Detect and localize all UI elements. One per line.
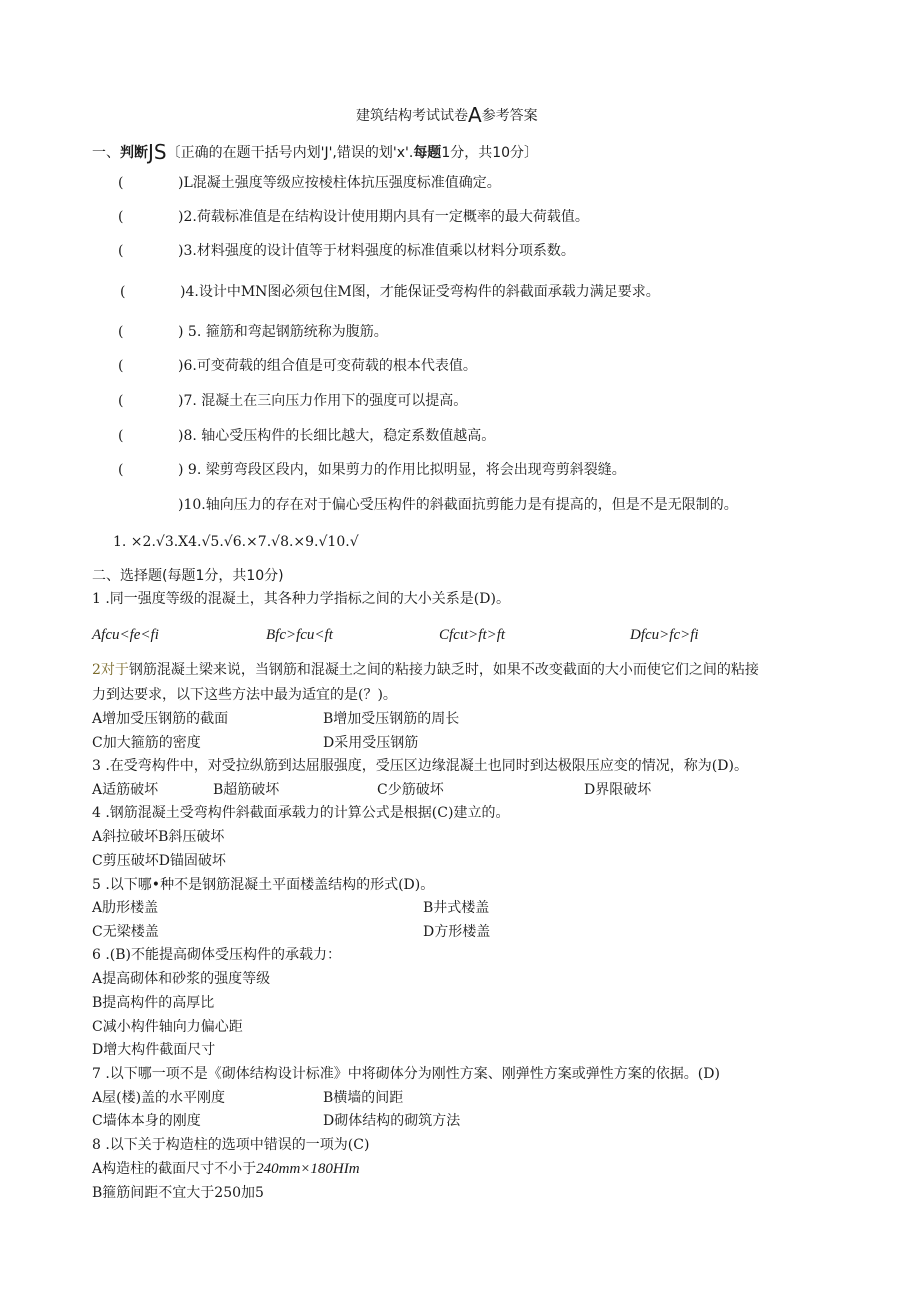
section-1-score-label: 每题 [413,145,442,161]
title-suffix: 参考答案 [481,108,538,124]
tf-item [118,427,495,445]
section-1-heading [92,140,539,164]
option-a: Afcu<fe<fi [92,627,159,643]
section-1-code: JS [148,140,167,164]
section-1-instruction: 〔正确的在题干括号内划'J',错误的划'x'. [166,145,414,161]
tf-item-text: ) 5. 箍筋和弯起钢筋统称为腹筋。 [178,324,388,340]
tf-item [120,283,660,301]
answer-paren: ( [118,175,124,191]
options-cd: C剪压破坏D锚固破坏 [92,853,226,869]
tf-item [118,208,589,226]
question-stem: 4 .钢筋混凝土受弯构件斜截面承载力的计算公式是根据(C)建立的。 [92,805,510,821]
option-b: B横墙的间距 [323,1090,404,1106]
option-c: C减小构件轴向力偏心距 [92,1019,243,1035]
title-text: 建筑结构考试试卷 [356,108,468,124]
option-a: A适筋破坏 [92,782,159,798]
option-d: D采用受压钢筋 [323,735,419,751]
tf-item [118,461,626,479]
tf-item [118,392,467,410]
tf-item [118,174,501,192]
answer-paren: ( [118,428,124,444]
tf-item-text: )3.材料强度的设计值等于材料强度的标准值乘以材料分项系数。 [178,243,575,259]
option-a: A提高砌体和砂浆的强度等级 [92,971,271,987]
option-b: B增加受压钢筋的周长 [323,711,460,727]
option-d: D增大构件截面尺寸 [92,1042,216,1058]
option-b: Bfc>fcu<ft [266,627,333,643]
option-c: C墙体本身的刚度 [92,1113,201,1129]
tf-answer-key: 1. ×2.√3.X4.√5.√6.×7.√8.×9.√10.√ [113,534,359,550]
section-1-label: 判断 [120,145,148,161]
tf-item-text: )6.可变荷载的组合值是可变荷载的根本代表值。 [178,358,477,374]
option-b: B井式楼盖 [423,900,490,916]
answer-paren: ( [118,462,124,478]
answer-paren: ( [118,324,124,340]
page-title [356,103,538,127]
question-stem-cont: 力到达要求，以下这些方法中最为适宜的是(？)。 [92,687,397,703]
question-stem [92,661,759,679]
option-a: A增加受压钢筋的截面 [92,711,229,727]
option-d: D砌体结构的砌筑方法 [323,1113,461,1129]
tf-item [118,242,575,260]
option-b: B提高构件的高厚比 [92,995,215,1011]
option-a-text: A构造柱的截面尺寸不小于 [92,1161,257,1177]
tf-item [118,323,388,341]
answer-paren: ( [118,358,124,374]
tf-item-text: )4.设计中MN图必须包住M图，才能保证受弯构件的斜截面承载力满足要求。 [180,284,660,300]
section-2-heading: 二、选择题(每题1分，共10分) [92,568,284,584]
question-stem: 3 .在受弯构件中，对受拉纵筋到达屈服强度，受压区边缘混凝土也同时到达极限压应变的情况，称为(D)。 [92,758,748,774]
question-stem: 6 .(B)不能提高砌体受压构件的承载力： [92,947,342,963]
option-d: D界限破坏 [584,782,652,798]
tf-item-text: )L混凝土强度等级应按棱柱体抗压强度标准值确定。 [178,175,501,191]
title-version: A [468,103,482,127]
options-ab: A斜拉破坏B斜压破坏 [92,829,225,845]
tf-item [118,357,477,375]
option-c: C少筋破坏 [377,782,444,798]
answer-paren: ( [118,209,124,225]
option-c: C无梁楼盖 [92,924,159,940]
question-text: 钢筋混凝土梁来说，当钢筋和混凝土之间的粘接力缺乏时，如果不改变截面的大小而使它们之间的粘接 [128,662,759,678]
option-d: D方形楼盖 [423,924,491,940]
option-a [92,1160,360,1178]
answer-paren: ( [118,243,124,259]
tf-item-text: )7. 混凝土在三向压力作用下的强度可以提高。 [178,393,468,409]
tf-item: )10.轴向压力的存在对于偏心受压构件的斜截面抗剪能力是有提高的，但是不是无限制的。 [178,497,738,513]
option-a-dimension: 240mm×180HIm [256,1161,360,1177]
question-stem: 5 .以下哪•种不是钢筋混凝土平面楼盖结构的形式(D)。 [92,877,435,893]
question-stem: 7 .以下哪一项不是《砌体结构设计标准》中将砌体分为刚性方案、刚弹性方案或弹性方案的依据。(D) [92,1066,720,1082]
section-1-score: 1分，共10分〕 [441,145,539,161]
tf-item-text: ) 9. 梁剪弯段区段内，如果剪力的作用比拟明显，将会出现弯剪斜裂缝。 [178,462,626,478]
option-c: C加大箍筋的密度 [92,735,201,751]
option-d: Dfcu>fc>fi [630,627,699,643]
question-stem: 8 .以下关于构造柱的选项中错误的一项为(C) [92,1137,370,1153]
tf-item-text: )2.荷载标准值是在结构设计使用期内具有一定概率的最大荷载值。 [178,209,589,225]
question-number: 2对于 [92,662,129,678]
tf-item-text: )8. 轴心受压构件的长细比越大，稳定系数值越高。 [178,428,496,444]
option-b: B超筋破坏 [213,782,280,798]
answer-paren: ( [118,393,124,409]
option-c: Cfcιt>ft>ft [439,627,506,643]
option-b: B箍筋间距不宜大于250加5 [92,1185,264,1201]
question-stem: 1 .同一强度等级的混凝土，其各种力学指标之间的大小关系是(D)。 [92,591,510,607]
option-a: A屋(楼)盖的水平刚度 [92,1090,226,1106]
answer-paren: ( [120,284,126,300]
option-a: A肋形楼盖 [92,900,159,916]
section-1-number: 一、 [92,145,120,161]
